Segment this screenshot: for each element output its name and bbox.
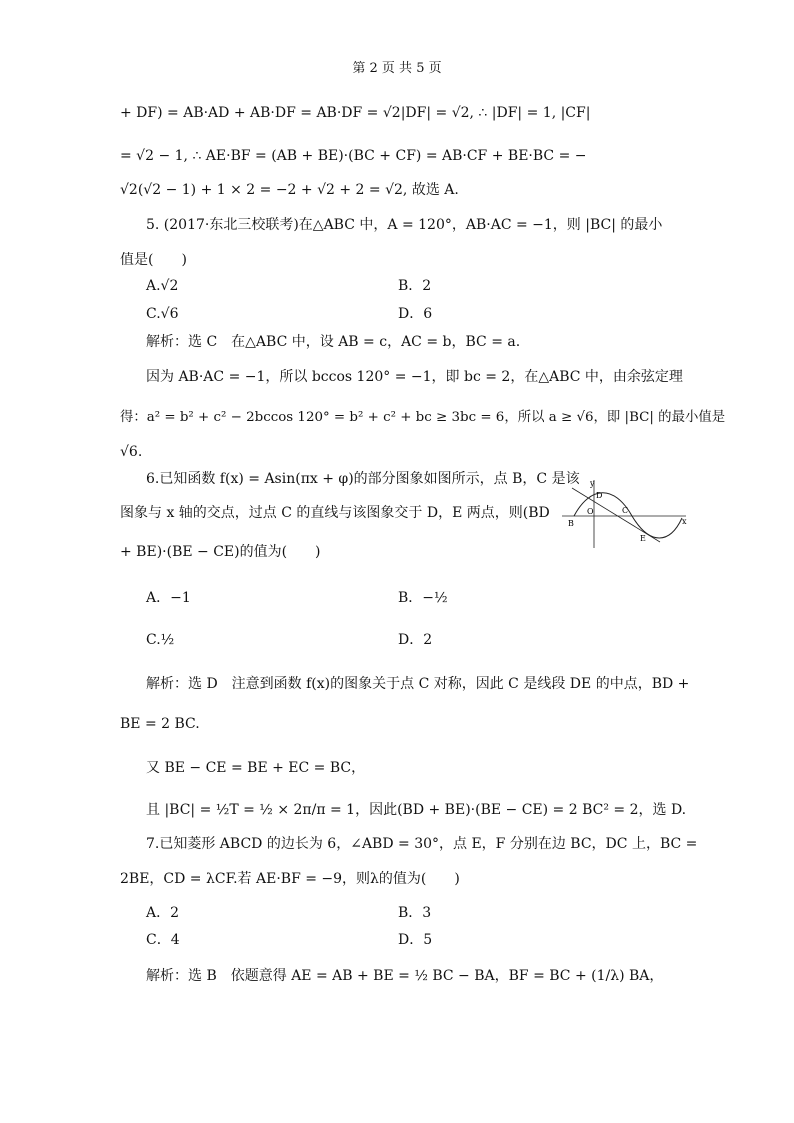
q6-option-b: B．−½ [398,590,448,606]
q5-solution-3: 得：a² = b² + c² − 2bccos 120° = b² + c² + bc ≥ 3bc = 6，所以 a ≥ √6，即 |BC| 的最小值是 [120,410,726,425]
q5-option-d: D．6 [398,306,433,322]
q5-solution-2: 因为 AB·AC = −1，所以 bccos 120° = −1，即 bc = 2，在△ABC 中，由余弦定理 [146,369,683,385]
line-through-c [572,488,660,542]
question-7-stem-cont: 2BE，CD = λCF.若 AE·BF = −9，则λ的值为( ) [120,871,460,887]
question-5-stem-cont: 值是( ) [120,252,187,268]
text-line-3: √2(√2 − 1) + 1 × 2 = −2 + √2 + 2 = √2, 故选 A. [120,182,459,198]
q5-option-a: A.√2 [146,278,179,294]
q6-option-d: D．2 [398,632,433,648]
sine-graph-figure [560,478,690,550]
point-b-label: B [568,519,574,528]
page-header: 第 2 页 共 5 页 [352,61,442,76]
q6-option-c: C.½ [146,632,175,648]
y-axis-label: y [590,479,595,488]
q6-solution-2: BE = 2 BC. [120,716,200,732]
q7-option-a: A．2 [146,905,180,921]
point-d-label: D [596,491,603,500]
q5-option-c: C.√6 [146,306,179,322]
q7-option-b: B．3 [398,905,432,921]
q7-solution-1: 解析：选 B 依题意得 AE = AB + BE = ½ BC − BA，BF = BC + (1/λ) BA， [146,968,664,984]
question-6-stem: 6.已知函数 f(x) = Asin(πx + φ)的部分图象如图所示，点 B，C 是该 [146,471,580,487]
origin-label: O [587,507,594,516]
q5-solution-1: 解析：选 C 在△ABC 中，设 AB = c，AC = b，BC = a. [146,334,521,350]
question-6-stem-cont2: + BE)·(BE − CE)的值为( ) [120,544,321,560]
question-5-stem: 5. (2017·东北三校联考)在△ABC 中，A = 120°，AB·AC = −1，则 |BC| 的最小 [146,217,663,233]
q7-option-d: D．5 [398,932,433,948]
question-7-stem: 7.已知菱形 ABCD 的边长为 6，∠ABD = 30°，点 E，F 分别在边 BC，DC 上，BC = [146,836,698,852]
q6-solution-4: 且 |BC| = ½T = ½ × 2π/π = 1，因此(BD + BE)·(BE − CE) = 2 BC² = 2，选 D. [146,802,687,818]
point-c-label: C [622,506,629,515]
text-line-1: + DF) = AB·AD + AB·DF = AB·DF = √2|DF| = √2, ∴ |DF| = 1, |CF| [120,105,591,121]
q7-option-c: C．4 [146,932,180,948]
q5-option-b: B．2 [398,278,432,294]
q6-solution-3: 又 BE − CE = BE + EC = BC， [146,760,366,776]
q6-solution-1: 解析：选 D 注意到函数 f(x)的图象关于点 C 对称，因此 C 是线段 DE 的中点，BD + [146,676,690,692]
x-axis-label: x [682,517,687,526]
q6-option-a: A．−1 [146,590,191,606]
question-6-stem-cont: 图象与 x 轴的交点，过点 C 的直线与该图象交于 D，E 两点，则(BD [120,505,550,521]
point-e-label: E [640,534,646,543]
q5-solution-4: √6. [120,444,143,460]
text-line-2: = √2 − 1, ∴ AE·BF = (AB + BE)·(BC + CF) = AB·CF + BE·BC = − [120,148,587,164]
